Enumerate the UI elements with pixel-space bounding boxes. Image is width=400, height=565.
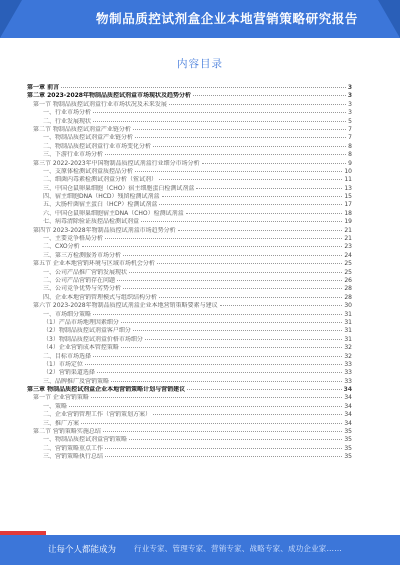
toc-entry[interactable] [27, 168, 352, 176]
toc-entry[interactable] [27, 252, 352, 260]
toc-entry[interactable] [27, 369, 352, 377]
toc-page-number: 25 [344, 268, 352, 276]
toc-entry-text: 三、中国仓鼠卵巢细胞（CHO）宿主细胞蛋白检测试剂盒 [43, 184, 195, 192]
toc-page-number: 28 [344, 285, 352, 293]
toc-entry-text: 第二章 2023-2028年物制品质控试剂盒市场现状及趋势分析 [27, 92, 191, 100]
toc-leader-dots [202, 163, 347, 164]
toc-page-number: 3 [348, 109, 352, 117]
toc-page-number: 13 [344, 184, 352, 192]
toc-entry-text: （4）企业营销成本管控策略 [43, 344, 119, 352]
toc-entry-text: 第三章 物制品质控试剂盒企业本地营销策略计划与营销建议 [27, 386, 186, 394]
toc-leader-dots [93, 356, 342, 357]
toc-leader-dots [105, 448, 342, 449]
toc-page-number: 15 [344, 193, 352, 201]
toc-leader-dots [93, 314, 342, 315]
toc-page-number: 7 [348, 125, 352, 133]
toc-page-number: 24 [344, 251, 352, 259]
toc-page-number: 33 [344, 360, 352, 368]
toc-entry[interactable] [27, 160, 352, 168]
toc-entry-text: （2）营销渠道选择 [43, 369, 95, 377]
toc-page-number: 23 [344, 243, 352, 251]
toc-leader-dots [153, 414, 342, 415]
toc-entry[interactable] [27, 109, 352, 117]
toc-entry[interactable] [27, 361, 352, 369]
toc-leader-dots [159, 179, 342, 180]
toc-entry-text: 二、企业营销管理工作（营销策划方案） [43, 411, 152, 419]
toc-leader-dots [196, 188, 342, 189]
toc-page-number: 7 [348, 134, 352, 142]
toc-page-number: 21 [344, 226, 352, 234]
toc-entry-text: 一、行业市场分析 [43, 109, 92, 117]
toc-entry[interactable] [27, 319, 352, 327]
toc-entry-text: 第三节 2022-2023年中国物制品质控试剂盒行业细分市场分析 [33, 159, 200, 167]
toc-entry[interactable] [27, 302, 352, 310]
toc-leader-dots [162, 196, 343, 197]
toc-page-number: 31 [344, 310, 352, 318]
toc-entry-text: 一、策略 [43, 402, 68, 410]
toc-entry-text: 一、市场细分策略 [43, 310, 92, 318]
toc-entry[interactable] [27, 403, 352, 411]
toc-entry[interactable] [27, 176, 352, 184]
toc-leader-dots [159, 297, 342, 298]
toc-page-number: 34 [344, 402, 352, 410]
toc-page-number: 3 [347, 92, 352, 100]
toc-entry[interactable] [27, 151, 352, 159]
toc-leader-dots [157, 263, 342, 264]
report-title: 物制品质控试剂盒企业本地营销策略研究报告 [96, 11, 359, 26]
toc-entry-text: 第二节 营销策略实施总结 [33, 428, 101, 436]
toc-leader-dots [220, 305, 343, 306]
toc-page-number: 31 [344, 327, 352, 335]
toc-leader-dots [97, 372, 343, 373]
toc-entry-text: 第五节 企业本地营销环境与区域市场机会分析 [33, 260, 155, 268]
footer-slogan-left: 让每个人都能成为 [48, 545, 117, 555]
toc-leader-dots [61, 87, 346, 88]
toc-entry[interactable] [27, 134, 352, 142]
toc-entry-text: 七、病毒清除验证质控品检测试剂盒 [43, 218, 140, 226]
table-of-contents [27, 84, 352, 462]
toc-leader-dots [93, 112, 346, 113]
toc-page-number: 18 [344, 209, 352, 217]
toc-entry[interactable] [27, 118, 352, 126]
toc-page-number: 21 [344, 235, 352, 243]
toc-entry[interactable] [27, 327, 352, 335]
toc-entry-text: 四、企业本地营销管理模式与组织结构分析 [43, 293, 158, 301]
toc-page-number: 11 [344, 176, 352, 184]
toc-entry-text: 三、推广方案 [43, 419, 80, 427]
toc-page-number: 33 [344, 369, 352, 377]
toc-page-number: 8 [348, 151, 352, 159]
toc-leader-dots [121, 347, 343, 348]
toc-entry-text: 三、下游行业市场分析 [43, 151, 104, 159]
toc-entry-text: 第一节 企业营销策略 [33, 394, 89, 402]
toc-entry-text: 二、CXO分析 [43, 243, 80, 251]
toc-entry-text: 二、营销策略重点工作 [43, 444, 104, 452]
toc-page-number: 17 [344, 201, 352, 209]
toc-leader-dots [133, 129, 346, 130]
toc-entry-text: 第四节 2023-2028年物制品质控试剂盒市场趋势分析 [33, 226, 176, 234]
toc-entry-text: 一、物制品质控试剂盒营销策略 [43, 436, 128, 444]
toc-entry[interactable] [27, 193, 352, 201]
toc-entry-text: 二、公司产品营销存在问题 [43, 276, 116, 284]
toc-entry-text: 二、行业发展现状 [43, 117, 92, 125]
toc-page-number: 31 [344, 318, 352, 326]
toc-entry-text: 一、支原体检测试剂盒质控品分析 [43, 167, 134, 175]
toc-entry-text: 二、细菌内毒素检测试剂盒分析（鲎试剂） [43, 176, 158, 184]
toc-entry[interactable] [27, 353, 352, 361]
toc-leader-dots [193, 95, 346, 96]
toc-leader-dots [105, 154, 346, 155]
toc-entry-text: 二、物制品质控试剂盒行业市场变化分析 [43, 142, 152, 150]
toc-entry[interactable] [27, 210, 352, 218]
toc-entry[interactable] [27, 445, 352, 453]
toc-leader-dots [123, 255, 342, 256]
toc-entry[interactable] [27, 344, 352, 352]
toc-page-number: 35 [344, 428, 352, 436]
toc-entry-text: 第二节 物制品质控试剂盒产业链分析 [33, 125, 131, 133]
toc-leader-dots [105, 456, 342, 457]
toc-entry-text: 三、营销策略执行总结 [43, 453, 104, 461]
toc-heading: 内容目录 [177, 58, 223, 70]
toc-entry[interactable] [27, 101, 352, 109]
toc-leader-dots [178, 230, 343, 231]
toc-page-number: 5 [348, 117, 352, 125]
toc-leader-dots [69, 406, 342, 407]
toc-page-number: 28 [344, 293, 352, 301]
toc-leader-dots [145, 339, 343, 340]
toc-leader-dots [121, 322, 343, 323]
toc-leader-dots [82, 246, 343, 247]
toc-page-number: 9 [348, 159, 352, 167]
toc-entry-text: 一、物制品质控试剂盒产业链分析 [43, 134, 134, 142]
toc-entry[interactable] [27, 227, 352, 235]
toc-page-number: 33 [344, 377, 352, 385]
toc-entry-text: （2）物制品质控试剂盒客户细分 [43, 327, 131, 335]
toc-entry[interactable] [27, 311, 352, 319]
toc-leader-dots [123, 288, 342, 289]
toc-entry-text: 第一章 前言 [27, 84, 60, 91]
header-accent-left [0, 0, 22, 38]
toc-page-number: 10 [344, 167, 352, 175]
toc-entry[interactable] [27, 277, 352, 285]
toc-entry-text: 六、中国仓鼠卵巢细胞宿主DNA（CHO）检测试剂盒 [43, 209, 184, 217]
toc-leader-dots [111, 381, 342, 382]
toc-entry[interactable] [27, 84, 352, 92]
toc-leader-dots [159, 204, 342, 205]
toc-entry-text: 四、宿主细胞DNA（HCD）残留检测试剂盒 [43, 193, 160, 201]
toc-page-number: 35 [344, 453, 352, 461]
toc-entry[interactable] [27, 294, 352, 302]
toc-leader-dots [85, 364, 343, 365]
toc-entry-text: 一、主要竞争格局分析 [43, 235, 104, 243]
toc-leader-dots [141, 221, 342, 222]
toc-page-number: 34 [344, 394, 352, 402]
toc-leader-dots [117, 280, 342, 281]
toc-entry[interactable] [27, 378, 352, 386]
toc-page-number: 32 [344, 344, 352, 352]
toc-entry[interactable] [27, 336, 352, 344]
toc-leader-dots [105, 238, 342, 239]
toc-page-number: 34 [344, 411, 352, 419]
toc-leader-dots [153, 146, 346, 147]
toc-entry-text: 二、目标市场选择 [43, 352, 92, 360]
toc-page-number: 34 [343, 386, 352, 394]
toc-entry-text: （1）产品市场地理因素细分 [43, 318, 119, 326]
page-header [0, 0, 400, 38]
toc-page-number: 35 [344, 444, 352, 452]
toc-leader-dots [135, 171, 342, 172]
toc-page-number: 32 [344, 352, 352, 360]
toc-leader-dots [81, 423, 342, 424]
toc-leader-dots [187, 389, 342, 390]
toc-leader-dots [103, 431, 342, 432]
header-accent-right [378, 0, 400, 38]
toc-entry-text: 一、公司产品推广营销发展现状 [43, 268, 128, 276]
toc-entry[interactable] [27, 285, 352, 293]
toc-entry-text: （3）物制品质控试剂盒价格市场细分 [43, 335, 143, 343]
toc-leader-dots [93, 121, 346, 122]
toc-entry-text: 五、大肠杆菌宿主蛋白（HCP）检测试剂盒 [43, 201, 158, 209]
toc-entry-text: （1）市场定位 [43, 360, 83, 368]
toc-entry[interactable] [27, 235, 352, 243]
toc-page-number: 8 [348, 142, 352, 150]
toc-entry[interactable] [27, 411, 352, 419]
toc-page-number: 34 [344, 419, 352, 427]
toc-entry[interactable] [27, 92, 352, 100]
toc-leader-dots [129, 272, 342, 273]
toc-entry[interactable] [27, 269, 352, 277]
toc-entry[interactable] [27, 428, 352, 436]
footer-slogan-right: 行业专家、管理专家、营销专家、战略专家、成功企业家…… [134, 544, 342, 553]
toc-entry[interactable] [27, 126, 352, 134]
toc-page-number: 30 [344, 302, 352, 310]
toc-leader-dots [129, 439, 342, 440]
toc-entry[interactable] [27, 185, 352, 193]
toc-entry[interactable] [27, 453, 352, 461]
toc-leader-dots [169, 104, 346, 105]
toc-page-number: 19 [344, 218, 352, 226]
toc-entry[interactable] [27, 260, 352, 268]
toc-entry[interactable] [27, 218, 352, 226]
toc-page-number: 31 [344, 335, 352, 343]
toc-leader-dots [91, 397, 342, 398]
page-footer [0, 535, 400, 565]
toc-entry-text: 三、品牌推广及营销策略 [43, 377, 110, 385]
toc-entry[interactable] [27, 436, 352, 444]
toc-entry[interactable] [27, 394, 352, 402]
toc-entry-text: 第一节 物制品质控试剂盒行业市场状况及未来发展 [33, 100, 167, 108]
toc-entry-text: 三、公司竞争优势与劣势分析 [43, 285, 122, 293]
toc-entry-text: 三、第三方检测服务市场分析 [43, 251, 122, 259]
toc-page-number: 26 [344, 276, 352, 284]
toc-entry[interactable] [27, 201, 352, 209]
toc-entry-text: 第六节 2023-2028年物制品质控试剂盒企业本地营销策略要素与建议 [33, 302, 218, 310]
toc-page-number: 35 [344, 436, 352, 444]
toc-entry[interactable] [27, 243, 352, 251]
toc-leader-dots [135, 137, 346, 138]
toc-page-number: 3 [348, 100, 352, 108]
toc-page-number: 3 [347, 84, 352, 91]
toc-entry[interactable] [27, 386, 352, 394]
toc-leader-dots [133, 330, 343, 331]
toc-page-number: 25 [344, 260, 352, 268]
toc-entry[interactable] [27, 143, 352, 151]
toc-leader-dots [186, 213, 343, 214]
toc-entry[interactable] [27, 420, 352, 428]
